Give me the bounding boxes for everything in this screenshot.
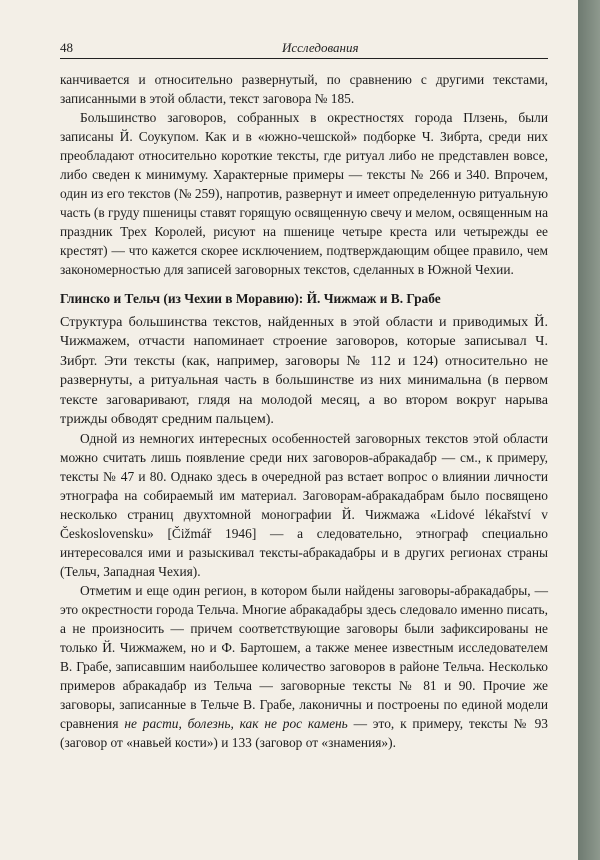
paragraph-text: Отметим и еще один регион, в котором были найдены заговоры-абракадабры, — это окрестности города Тельча. Многие абракадабры здесь следовало именно писать, а не произносить — причем соответствующие заговоры были зафиксированы не только Й. Чижмажем, но и Ф. Бартошем, а также менее известным исследователем В. Грабе, записавшим наибольшее количество заговоров в районе Тельча. Несколько примеров абракадабр из Тельча — заговорные тексты № 81 и 90. Прочие же заговоры, записанные в Тельче В. Грабе, лаконичны и построены по единой модели сравнения bbox=[60, 583, 548, 732]
paragraph: Одной из немногих интересных особенностей заговорных текстов этой области можно считать лишь появление среди них заговоров-абракадабр — см., к примеру, тексты № 47 и 80. Однако здесь в очередной раз встает вопрос о влиянии личности этнографа на собираемый им материал. Заговорам-абракадабрам было посвящено несколько страниц двухтомной монографии Й. Чижмажа «Lidové lékařství v Československu» [Čižmář 1946] — а следовательно, этнограф специально интересовался ими и разыскивал тексты-абракадабры и в других регионах страны (Тельч, Западная Чехия). bbox=[60, 431, 548, 580]
paragraph-text: — это, к примеру, тексты № 93 (заговор от «навьей кости») и 133 (заговор от «знамения»). bbox=[60, 716, 548, 751]
running-header bbox=[60, 40, 548, 59]
paragraph: Структура большинства текстов, найденных в этой области и приводимых Й. Чижмажем, отчасти напоминает строение заговоров, которые записывал Ч. Зибрт. Эти тексты (как, например, заговоры № 112 и 124) относительно не развернуты, а ритуальная часть в большинстве из них минимальна (в первом тексте заговаривают, глядя на молодой месяц, а во втором вокруг нарыва трижды обводят средним пальцем). bbox=[60, 314, 548, 428]
paragraph bbox=[60, 581, 548, 752]
body-text bbox=[60, 70, 548, 752]
background-edge bbox=[578, 0, 600, 860]
paragraph: Большинство заговоров, собранных в окрестностях города Плзень, были записаны Й. Соукупом. Как и в «южно-чешской» подборке Ч. Зибрта, среди них преобладают относительно короткие тексты, где ритуал либо не представлен вовсе, либо сведен к минимуму. Характерные примеры — тексты № 266 и 340. Впрочем, один из его текстов (№ 259), напротив, развернут и имеет определенную ритуальную часть (в груду пшеницы ставят горящую освященную свечу и мелом, освященным на праздник Трех Королей, рисуют на пшенице четыре креста или четырежды ее крестят) — что кажется скорее исключением, подтверждающим общее правило, чем закономерностью для записей заговорных текстов, сделанных в Южной Чехии. bbox=[60, 110, 549, 277]
section-heading: Глинско и Тельч (из Чехии в Моравию): Й. Чижмаж и В. Грабе bbox=[60, 291, 441, 306]
page-number: 48 bbox=[60, 40, 73, 55]
running-title: Исследования bbox=[282, 40, 359, 55]
paragraph: канчивается и относительно развернутый, по сравнению с другими текстами, записанными в этой области, текст заговора № 185. bbox=[60, 72, 548, 106]
italic-phrase: не расти, болезнь, как не рос камень bbox=[124, 716, 348, 732]
